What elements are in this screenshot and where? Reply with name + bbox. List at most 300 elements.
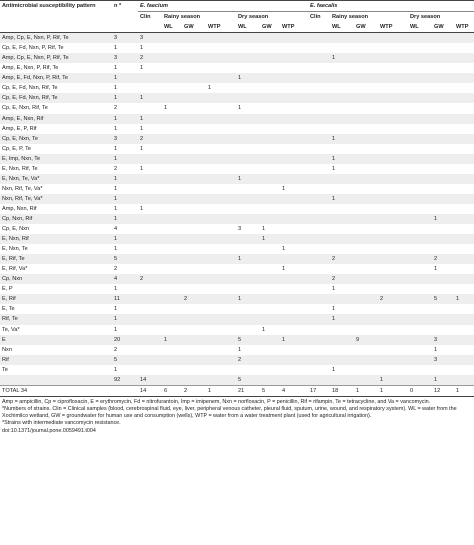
n-cell: 2 <box>112 345 138 355</box>
count-cell <box>280 93 308 103</box>
pattern-cell: Cp, E, Nxn <box>0 224 112 234</box>
count-cell: 3 <box>432 335 454 345</box>
count-cell <box>354 314 378 324</box>
count-cell <box>354 365 378 375</box>
count-cell <box>236 164 260 174</box>
count-cell <box>182 184 206 194</box>
count-cell: 2 <box>138 53 162 63</box>
count-cell <box>138 154 162 164</box>
count-cell <box>138 304 162 314</box>
count-cell <box>308 304 330 314</box>
count-cell <box>138 73 162 83</box>
count-cell <box>354 204 378 214</box>
count-cell <box>182 43 206 53</box>
count-cell <box>330 43 354 53</box>
count-cell <box>280 224 308 234</box>
count-cell <box>206 53 236 63</box>
count-cell <box>206 43 236 53</box>
count-cell <box>280 284 308 294</box>
count-cell <box>308 244 330 254</box>
count-cell: 1 <box>330 53 354 63</box>
count-cell: 12 <box>432 385 454 396</box>
count-cell: 1 <box>354 385 378 396</box>
count-cell: 1 <box>138 144 162 154</box>
count-cell: 1 <box>138 114 162 124</box>
count-cell <box>408 73 432 83</box>
n-cell: 1 <box>112 93 138 103</box>
table-row <box>0 345 474 355</box>
table-row <box>0 355 474 365</box>
count-cell <box>378 214 408 224</box>
count-cell <box>162 224 182 234</box>
count-cell <box>308 294 330 304</box>
count-cell: 1 <box>236 294 260 304</box>
count-cell <box>354 294 378 304</box>
count-cell <box>206 355 236 365</box>
count-cell <box>454 194 474 204</box>
header-spacer <box>0 22 112 33</box>
table-row <box>0 294 474 304</box>
count-cell <box>206 234 236 244</box>
count-cell <box>308 194 330 204</box>
count-cell <box>432 184 454 194</box>
count-cell <box>260 83 280 93</box>
count-cell: 1 <box>162 335 182 345</box>
count-cell <box>260 244 280 254</box>
table-row <box>0 154 474 164</box>
count-cell <box>330 204 354 214</box>
count-cell <box>236 134 260 144</box>
pattern-cell: Te <box>0 365 112 375</box>
count-cell <box>182 304 206 314</box>
count-cell <box>182 244 206 254</box>
wl-header: WL <box>162 22 182 33</box>
count-cell <box>330 325 354 335</box>
count-cell <box>432 154 454 164</box>
count-cell: 2 <box>330 274 354 284</box>
count-cell <box>408 314 432 324</box>
count-cell <box>260 314 280 324</box>
count-cell <box>354 124 378 134</box>
count-cell <box>162 174 182 184</box>
count-cell <box>260 114 280 124</box>
n-cell: 3 <box>112 134 138 144</box>
count-cell <box>378 63 408 73</box>
count-cell <box>330 335 354 345</box>
table-row <box>0 73 474 83</box>
table-row <box>0 114 474 124</box>
count-cell: 1 <box>236 345 260 355</box>
count-cell <box>206 134 236 144</box>
count-cell: 18 <box>330 385 354 396</box>
count-cell <box>408 93 432 103</box>
count-cell <box>206 304 236 314</box>
count-cell <box>432 194 454 204</box>
count-cell <box>260 154 280 164</box>
wtp-header: WTP <box>454 22 474 33</box>
count-cell: 1 <box>378 385 408 396</box>
count-cell <box>454 325 474 335</box>
count-cell <box>138 244 162 254</box>
count-cell <box>308 33 330 44</box>
n-cell: 3 <box>112 33 138 44</box>
count-cell <box>454 365 474 375</box>
count-cell <box>206 194 236 204</box>
count-cell <box>408 304 432 314</box>
count-cell <box>236 43 260 53</box>
count-cell <box>432 325 454 335</box>
count-cell <box>280 375 308 386</box>
count-cell <box>236 274 260 284</box>
count-cell <box>162 93 182 103</box>
count-cell <box>454 304 474 314</box>
count-cell <box>182 335 206 345</box>
count-cell <box>182 214 206 224</box>
pattern-cell: Rif <box>0 355 112 365</box>
count-cell <box>206 335 236 345</box>
table-row <box>0 63 474 73</box>
count-cell <box>432 103 454 113</box>
pattern-cell: Te, Va* <box>0 325 112 335</box>
count-cell <box>162 314 182 324</box>
count-cell <box>330 264 354 274</box>
count-cell <box>206 224 236 234</box>
count-cell <box>182 174 206 184</box>
count-cell <box>454 43 474 53</box>
pattern-cell: E <box>0 335 112 345</box>
count-cell <box>378 325 408 335</box>
pattern-cell: E, Nxn, Te, Va* <box>0 174 112 184</box>
count-cell <box>206 314 236 324</box>
count-cell <box>330 63 354 73</box>
count-cell <box>454 184 474 194</box>
count-cell: 2 <box>330 254 354 264</box>
species-faecium-header: E. faecium <box>138 1 308 12</box>
count-cell <box>378 144 408 154</box>
count-cell <box>354 184 378 194</box>
count-cell: 6 <box>162 385 182 396</box>
n-cell: 1 <box>112 304 138 314</box>
count-cell <box>454 335 474 345</box>
count-cell <box>236 33 260 44</box>
count-cell <box>432 244 454 254</box>
count-cell <box>138 335 162 345</box>
count-cell <box>378 93 408 103</box>
count-cell <box>354 154 378 164</box>
count-cell <box>432 134 454 144</box>
count-cell <box>206 124 236 134</box>
count-cell: 1 <box>330 365 354 375</box>
count-cell <box>206 365 236 375</box>
count-cell: 1 <box>162 103 182 113</box>
pattern-cell <box>0 375 112 386</box>
count-cell <box>236 63 260 73</box>
count-cell <box>280 174 308 184</box>
count-cell <box>408 355 432 365</box>
count-cell <box>408 114 432 124</box>
count-cell <box>138 345 162 355</box>
count-cell <box>182 164 206 174</box>
count-cell: 1 <box>330 314 354 324</box>
count-cell <box>354 194 378 204</box>
count-cell <box>378 365 408 375</box>
count-cell <box>182 274 206 284</box>
count-cell <box>260 144 280 154</box>
count-cell <box>308 355 330 365</box>
table-row <box>0 264 474 274</box>
count-cell <box>454 134 474 144</box>
count-cell <box>182 314 206 324</box>
count-cell <box>280 304 308 314</box>
count-cell <box>162 184 182 194</box>
count-cell <box>236 365 260 375</box>
count-cell <box>432 274 454 284</box>
count-cell <box>408 234 432 244</box>
count-cell <box>206 214 236 224</box>
count-cell <box>408 33 432 44</box>
count-cell <box>236 184 260 194</box>
count-cell <box>162 254 182 264</box>
rainy-season-header: Rainy season <box>162 12 236 23</box>
n-cell: 2 <box>112 103 138 113</box>
count-cell <box>354 325 378 335</box>
count-cell <box>236 144 260 154</box>
count-cell <box>260 335 280 345</box>
pattern-cell: E, Nxn, Te <box>0 244 112 254</box>
count-cell <box>162 325 182 335</box>
count-cell <box>138 194 162 204</box>
n-cell: 1 <box>112 144 138 154</box>
count-cell <box>308 93 330 103</box>
count-cell: 3 <box>432 355 454 365</box>
count-cell <box>280 204 308 214</box>
count-cell <box>162 43 182 53</box>
count-cell <box>354 244 378 254</box>
count-cell <box>280 83 308 93</box>
pattern-cell: E, P <box>0 284 112 294</box>
count-cell <box>378 304 408 314</box>
species-faecalis-header: E. faecalis <box>308 1 474 12</box>
count-cell <box>308 124 330 134</box>
count-cell <box>432 73 454 83</box>
count-cell <box>280 234 308 244</box>
count-cell: 1 <box>432 375 454 386</box>
count-cell <box>454 53 474 63</box>
count-cell <box>162 63 182 73</box>
count-cell <box>162 264 182 274</box>
count-cell <box>308 365 330 375</box>
count-cell <box>260 184 280 194</box>
count-cell <box>280 194 308 204</box>
count-cell <box>330 174 354 184</box>
count-cell <box>162 244 182 254</box>
count-cell <box>354 33 378 44</box>
count-cell <box>308 375 330 386</box>
count-cell <box>308 325 330 335</box>
gw-header: GW <box>260 22 280 33</box>
count-cell <box>432 174 454 184</box>
count-cell <box>138 103 162 113</box>
count-cell <box>162 154 182 164</box>
count-cell <box>280 53 308 63</box>
count-cell <box>354 174 378 184</box>
count-cell <box>454 345 474 355</box>
count-cell <box>454 224 474 234</box>
header-spacer <box>112 22 138 33</box>
count-cell: 1 <box>454 294 474 304</box>
count-cell <box>454 93 474 103</box>
table-row <box>0 194 474 204</box>
n-cell: 1 <box>112 154 138 164</box>
count-cell <box>236 244 260 254</box>
count-cell <box>454 154 474 164</box>
count-cell <box>206 174 236 184</box>
count-cell: 1 <box>236 254 260 264</box>
count-cell: 2 <box>182 385 206 396</box>
count-cell <box>408 53 432 63</box>
count-cell <box>236 83 260 93</box>
count-cell <box>182 114 206 124</box>
pattern-cell: Amp, Cp, E, Nxn, P, Rif, Te <box>0 33 112 44</box>
count-cell <box>162 53 182 63</box>
table-footnotes <box>0 397 474 435</box>
table-row <box>0 93 474 103</box>
count-cell <box>308 134 330 144</box>
count-cell <box>182 325 206 335</box>
count-cell <box>330 83 354 93</box>
count-cell <box>206 264 236 274</box>
count-cell <box>432 83 454 93</box>
count-cell <box>378 53 408 63</box>
table-row <box>0 174 474 184</box>
count-cell <box>408 254 432 264</box>
count-cell <box>408 144 432 154</box>
footnote-sample-definitions: *Numbers of strains. Clin = Clinical samples (blood, cerebrospinal fluid, eye, liver, peripheral venous catheter, pleural fluid, sputum, urine, wound, and respiratory system). WL = water from the Xochimilco wetland, GW = groundwater for human use and consumption (wells), WTP = water from a water treatment plant (used for agricultural irrigation). <box>2 406 457 420</box>
count-cell <box>454 234 474 244</box>
count-cell <box>182 103 206 113</box>
count-cell <box>260 73 280 83</box>
count-cell <box>378 43 408 53</box>
count-cell <box>280 144 308 154</box>
n-cell: 1 <box>112 284 138 294</box>
count-cell <box>308 254 330 264</box>
count-cell <box>138 314 162 324</box>
table-row <box>0 365 474 375</box>
count-cell: 1 <box>236 73 260 83</box>
count-cell <box>162 355 182 365</box>
table-row <box>0 124 474 134</box>
count-cell <box>280 33 308 44</box>
count-cell <box>408 375 432 386</box>
count-cell <box>308 234 330 244</box>
count-cell <box>182 284 206 294</box>
count-cell: 1 <box>378 375 408 386</box>
count-cell <box>280 43 308 53</box>
count-cell <box>260 375 280 386</box>
count-cell: 5 <box>236 335 260 345</box>
count-cell: 0 <box>408 385 432 396</box>
pattern-cell: Cp, E, P, Te <box>0 144 112 154</box>
count-cell <box>378 204 408 214</box>
count-cell <box>162 83 182 93</box>
count-cell <box>378 134 408 144</box>
count-cell: 2 <box>182 294 206 304</box>
count-cell <box>354 114 378 124</box>
count-cell <box>182 234 206 244</box>
count-cell <box>432 63 454 73</box>
count-cell <box>378 154 408 164</box>
n-cell: 5 <box>112 254 138 264</box>
count-cell <box>236 264 260 274</box>
n-cell: 4 <box>112 274 138 284</box>
count-cell <box>260 204 280 214</box>
n-cell: 92 <box>112 375 138 386</box>
count-cell: 17 <box>308 385 330 396</box>
count-cell <box>330 355 354 365</box>
pattern-cell: Cp, Nxn <box>0 274 112 284</box>
count-cell <box>236 314 260 324</box>
count-cell <box>408 294 432 304</box>
count-cell <box>308 164 330 174</box>
n-cell: 2 <box>112 264 138 274</box>
count-cell <box>454 244 474 254</box>
count-cell: 14 <box>138 375 162 386</box>
n-header: n * <box>112 1 138 12</box>
count-cell <box>162 73 182 83</box>
table-row <box>0 103 474 113</box>
count-cell <box>454 83 474 93</box>
count-cell: 1 <box>236 174 260 184</box>
count-cell <box>354 284 378 294</box>
count-cell <box>206 204 236 214</box>
count-cell <box>138 264 162 274</box>
n-cell: 1 <box>112 365 138 375</box>
count-cell <box>182 144 206 154</box>
count-cell: 1 <box>330 284 354 294</box>
n-cell: 1 <box>112 325 138 335</box>
count-cell: 1 <box>280 335 308 345</box>
count-cell: 5 <box>260 385 280 396</box>
count-cell <box>280 355 308 365</box>
count-cell <box>206 254 236 264</box>
count-cell: 1 <box>432 214 454 224</box>
count-cell <box>432 114 454 124</box>
count-cell <box>260 164 280 174</box>
pattern-cell: Cp, E, Fd, Nxn, Rif, Te <box>0 83 112 93</box>
count-cell: 3 <box>138 33 162 44</box>
count-cell: 1 <box>432 264 454 274</box>
count-cell <box>280 345 308 355</box>
pattern-cell: E, Rif <box>0 294 112 304</box>
count-cell: 14 <box>138 385 162 396</box>
count-cell <box>308 144 330 154</box>
count-cell <box>378 184 408 194</box>
count-cell <box>408 194 432 204</box>
count-cell <box>354 304 378 314</box>
header-spacer <box>0 12 112 23</box>
count-cell <box>354 375 378 386</box>
count-cell <box>182 355 206 365</box>
count-cell <box>182 345 206 355</box>
count-cell <box>182 73 206 83</box>
count-cell <box>280 325 308 335</box>
count-cell <box>432 224 454 234</box>
pattern-cell: Amp, Nxn, Rif <box>0 204 112 214</box>
table-row <box>0 304 474 314</box>
count-cell: 2 <box>138 134 162 144</box>
count-cell <box>162 134 182 144</box>
count-cell <box>206 184 236 194</box>
